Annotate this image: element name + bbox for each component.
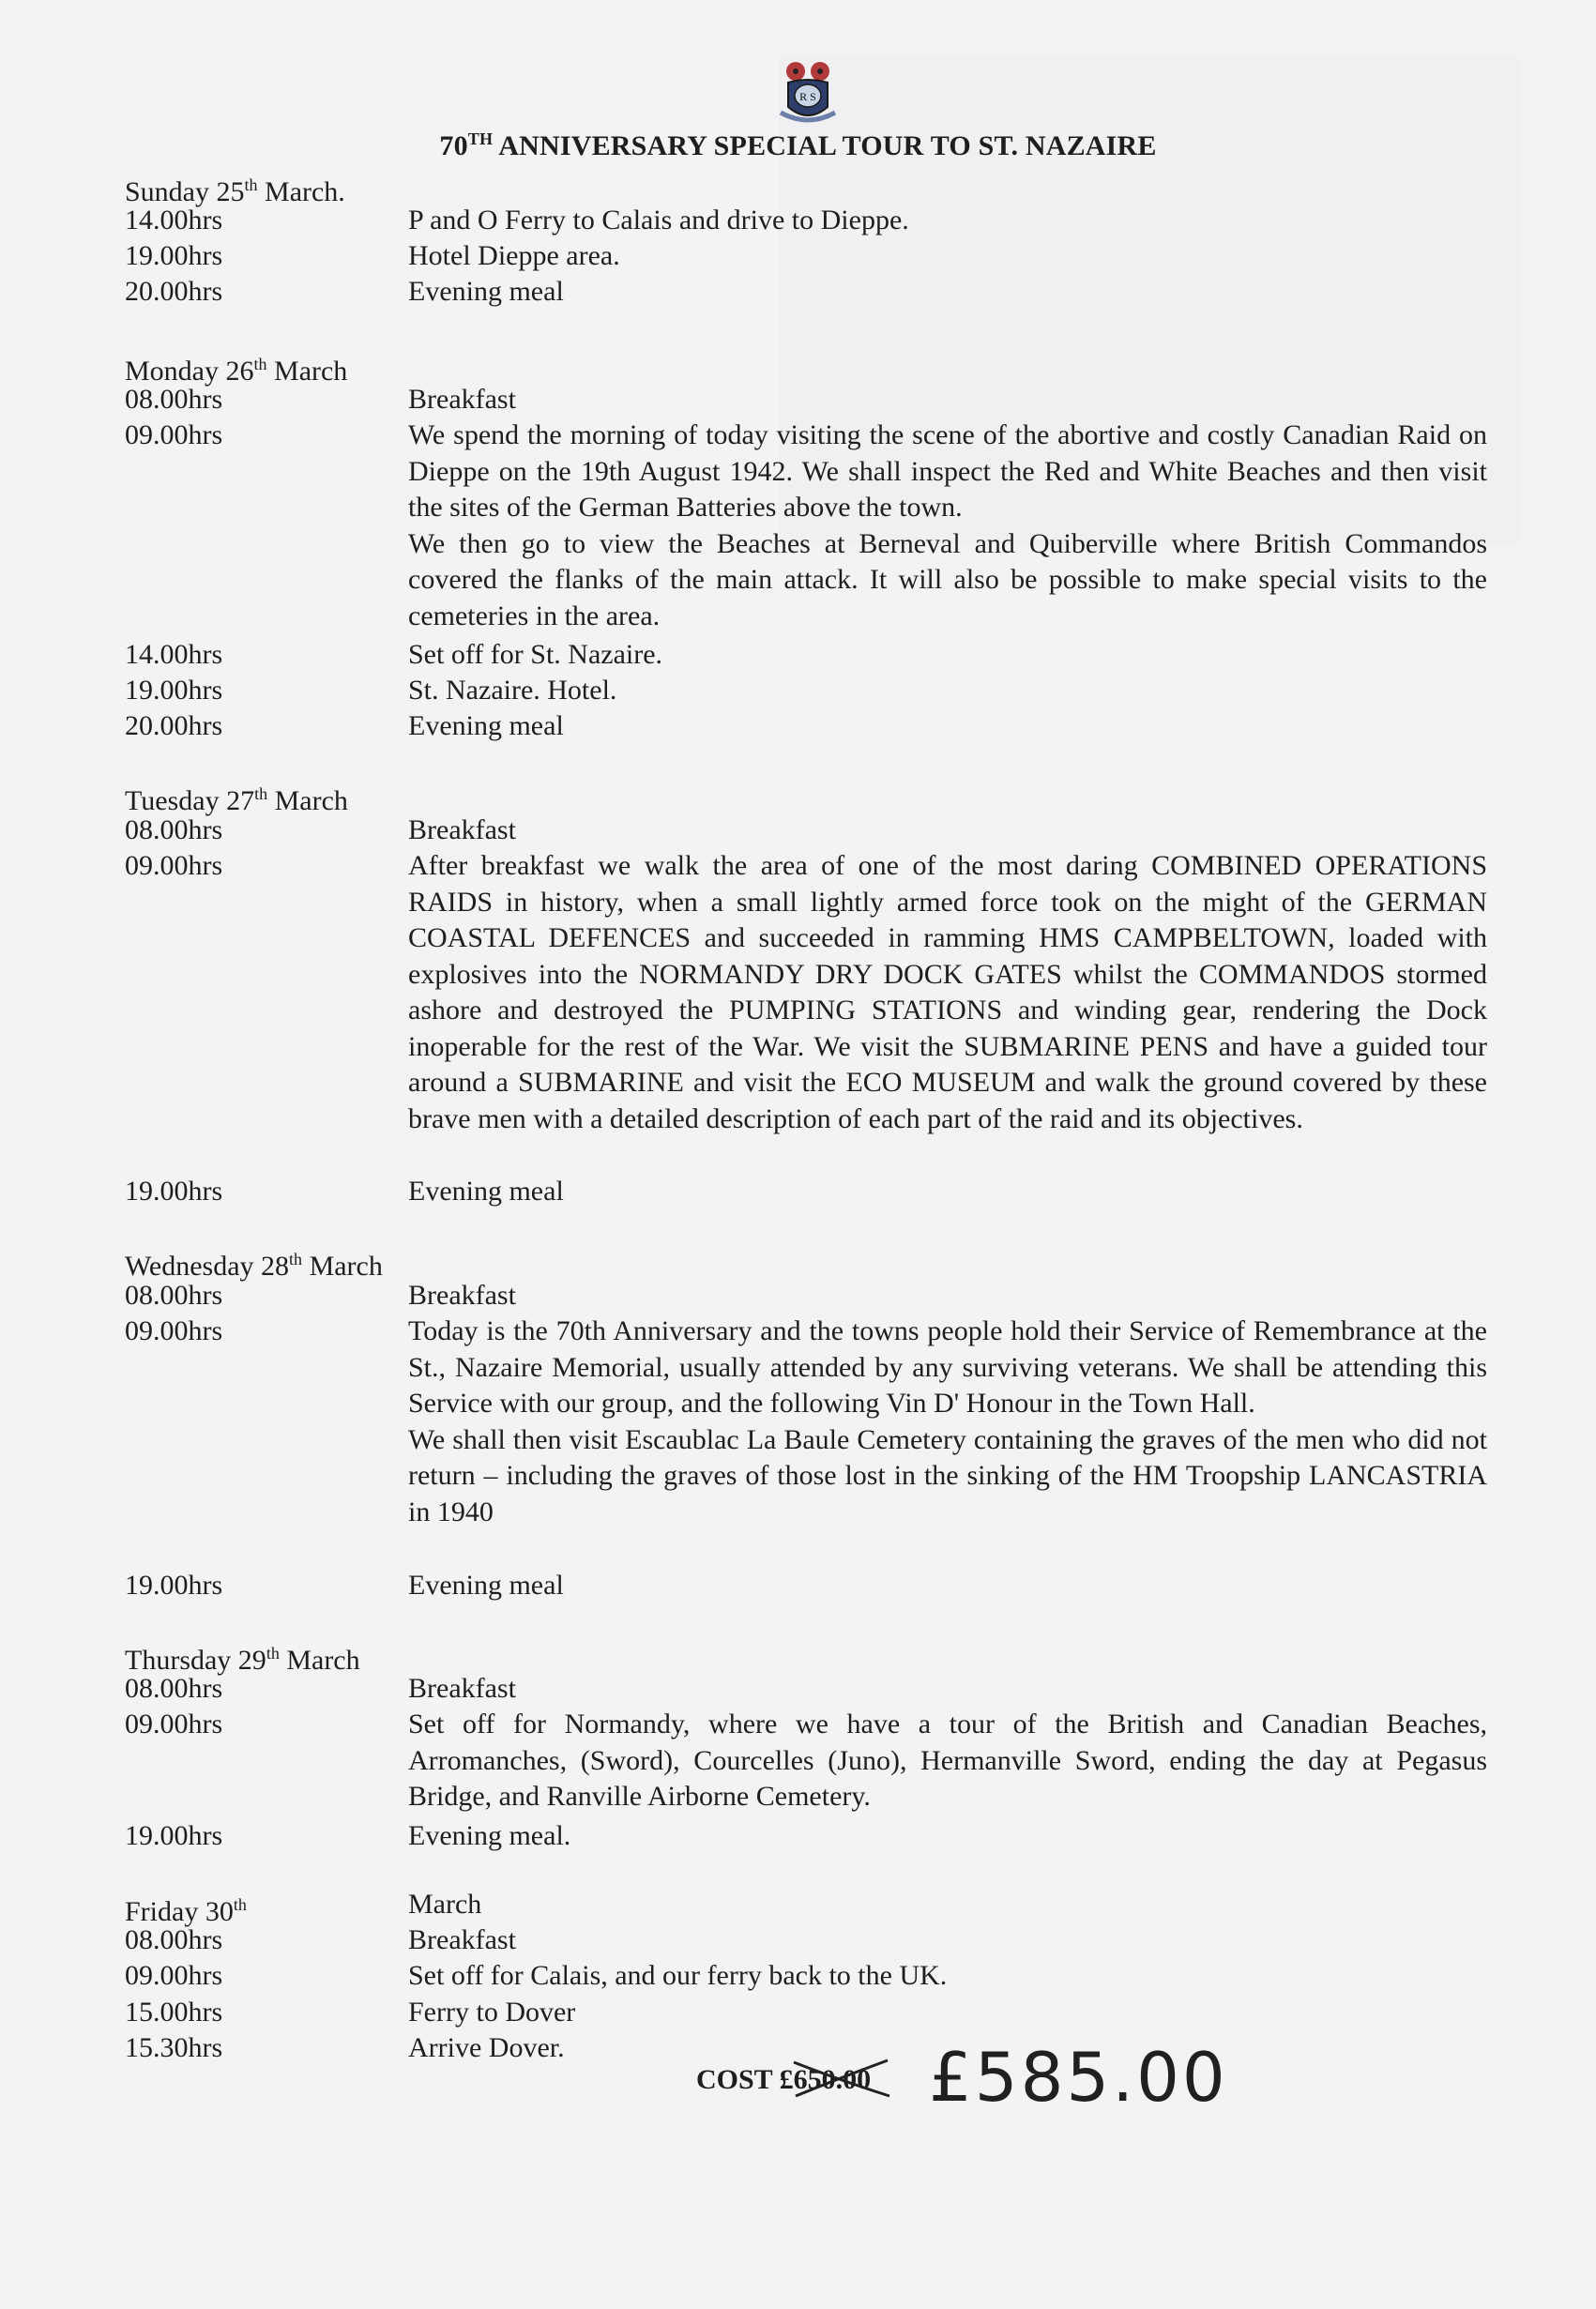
- schedule-description: [408, 1707, 1487, 1815]
- cost-new-price-handwritten: £585.00: [929, 2038, 1228, 2117]
- description-paragraph: St. Nazaire. Hotel.: [408, 675, 617, 706]
- schedule-description: [408, 637, 1487, 674]
- schedule-time: 08.00hrs: [125, 384, 223, 415]
- schedule-description: [408, 1568, 1487, 1604]
- day-heading: Tuesday 27th March: [125, 784, 348, 816]
- description-paragraph: We spend the morning of today visiting the scene of the abortive and costly Canadian Raid on Dieppe on the 19th August 1942. We shall inspect the Red and White Beaches and then visit the sites of the German Batteries above the town.: [408, 419, 1487, 523]
- schedule-description: [408, 708, 1487, 745]
- day-heading: Friday 30th: [125, 1895, 247, 1927]
- schedule-time: 19.00hrs: [125, 675, 223, 706]
- schedule-description: [408, 274, 1487, 311]
- description-paragraph: Breakfast: [408, 814, 516, 845]
- schedule-time: 09.00hrs: [125, 850, 223, 881]
- description-paragraph: Set off for Calais, and our ferry back to the UK.: [408, 1960, 948, 1991]
- regimental-crest-icon: [768, 58, 848, 131]
- schedule-time: 08.00hrs: [125, 1280, 223, 1311]
- description-paragraph: Ferry to Dover: [408, 1997, 576, 2028]
- description-paragraph: We then go to view the Beaches at Berneval and Quiberville where British Commandos covered the flanks of the main attack. It will also be possible to make special visits to the cemeteries in the area.: [408, 527, 1487, 631]
- schedule-description: [408, 382, 1487, 418]
- handwritten-strikethrough: [790, 2057, 893, 2100]
- description-paragraph: Evening meal: [408, 1570, 564, 1601]
- schedule-time: 19.00hrs: [125, 1820, 223, 1851]
- schedule-description: [408, 203, 1487, 239]
- schedule-time: 08.00hrs: [125, 1673, 223, 1704]
- description-paragraph: Evening meal: [408, 710, 564, 741]
- description-paragraph: Breakfast: [408, 1673, 516, 1704]
- schedule-time: 19.00hrs: [125, 1570, 223, 1601]
- description-paragraph: Evening meal.: [408, 1820, 571, 1851]
- schedule-description: [408, 1174, 1487, 1210]
- description-paragraph: Breakfast: [408, 384, 516, 415]
- schedule-description: [408, 418, 1487, 634]
- schedule-time: 20.00hrs: [125, 710, 223, 741]
- cost-old-price: £650.00: [779, 2064, 872, 2095]
- schedule-description: [408, 1818, 1487, 1855]
- description-paragraph: Hotel Dieppe area.: [408, 240, 620, 271]
- schedule-description: [408, 1671, 1487, 1708]
- schedule-time: 19.00hrs: [125, 240, 223, 271]
- day-heading-month: March: [408, 1889, 482, 1920]
- day-heading: Wednesday 28th March: [125, 1250, 383, 1282]
- schedule-time: 09.00hrs: [125, 419, 223, 450]
- description-paragraph: Arrive Dover.: [408, 2032, 565, 2063]
- description-paragraph: Set off for Normandy, where we have a tour of the British and Canadian Beaches, Arromanches, (Sword), Courcelles (Juno), Hermanville Sword, ending the day at Pegasus Bridge, and Ranville Airborne Cemetery.: [408, 1709, 1487, 1812]
- description-paragraph: Set off for St. Nazaire.: [408, 639, 663, 670]
- schedule-description: [408, 848, 1487, 1137]
- schedule-time: 09.00hrs: [125, 1709, 223, 1739]
- day-heading: Thursday 29th March: [125, 1644, 360, 1676]
- description-paragraph: We shall then visit Escaublac La Baule Cemetery containing the graves of the men who did not return – including the graves of those lost in the sinking of the HM Troopship LANCASTRIA in 1940: [408, 1423, 1487, 1527]
- schedule-description: [408, 673, 1487, 709]
- schedule-time: 14.00hrs: [125, 205, 223, 235]
- page-title: 70TH ANNIVERSARY SPECIAL TOUR TO ST. NAZAIRE: [439, 129, 1157, 161]
- schedule-time: 09.00hrs: [125, 1315, 223, 1346]
- schedule-time: 15.30hrs: [125, 2032, 223, 2063]
- day-heading: Sunday 25th March.: [125, 175, 345, 207]
- schedule-time: 08.00hrs: [125, 1924, 223, 1955]
- description-paragraph: After breakfast we walk the area of one of the most daring COMBINED OPERATIONS RAIDS in history, when a small lightly armed force took on the might of the GERMAN COASTAL DEFENCES and succeeded in ramming HMS CAMPBELTOWN, loaded with explosives into the NORMANDY DRY DOCK GATES whilst the COMMANDOS stormed ashore and destroyed the PUMPING STATIONS and winding gear, rendering the Dock inoperable for the rest of the War. We visit the SUBMARINE PENS and have a guided tour around a SUBMARINE and visit the ECO MUSEUM and walk the ground covered by these brave men with a detailed description of each part of the raid and its objectives.: [408, 850, 1487, 1134]
- schedule-time: 19.00hrs: [125, 1176, 223, 1207]
- schedule-time: 08.00hrs: [125, 814, 223, 845]
- schedule-description: [408, 238, 1487, 275]
- schedule-time: 09.00hrs: [125, 1960, 223, 1991]
- description-paragraph: Breakfast: [408, 1280, 516, 1311]
- schedule-description: [408, 813, 1487, 849]
- schedule-time: 14.00hrs: [125, 639, 223, 670]
- schedule-description: [408, 1314, 1487, 1530]
- schedule-description: [408, 1995, 1487, 2031]
- schedule-description: [408, 1278, 1487, 1314]
- schedule-description: [408, 1958, 1487, 1995]
- description-paragraph: Breakfast: [408, 1924, 516, 1955]
- cost-label: COST: [696, 2064, 780, 2095]
- day-heading: Monday 26th March: [125, 355, 348, 387]
- description-paragraph: Evening meal: [408, 1176, 564, 1207]
- svg-text:R S: R S: [799, 90, 816, 103]
- description-paragraph: Today is the 70th Anniversary and the towns people hold their Service of Remembrance at the St., Nazaire Memorial, usually attended by any surviving veterans. We shall be attending this Service with our group, and the following Vin D' Honour in the Town Hall.: [408, 1315, 1487, 1419]
- schedule-description: [408, 1922, 1487, 1959]
- schedule-time: 15.00hrs: [125, 1997, 223, 2028]
- schedule-time: 20.00hrs: [125, 276, 223, 307]
- description-paragraph: Evening meal: [408, 276, 564, 307]
- description-paragraph: P and O Ferry to Calais and drive to Dieppe.: [408, 205, 909, 235]
